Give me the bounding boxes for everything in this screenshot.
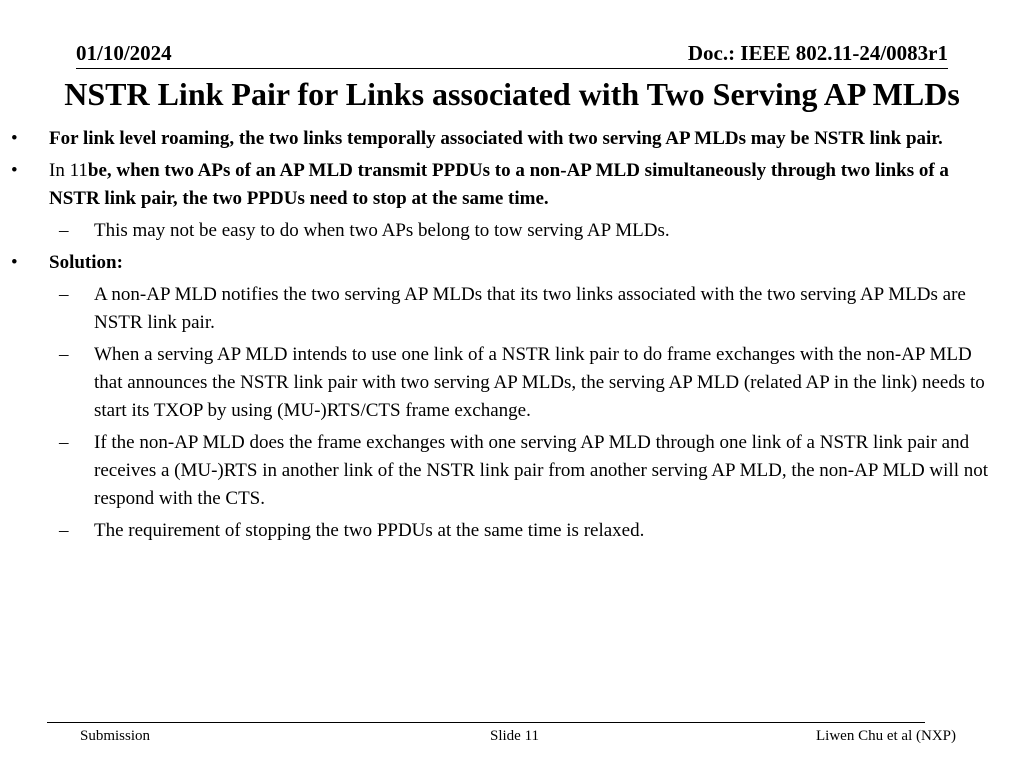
header-divider — [76, 68, 948, 69]
slide-body — [0, 125, 1024, 549]
sub-bullet-not-easy — [0, 217, 994, 245]
bullet-text-prefix: In 11 — [49, 160, 88, 181]
bullet-marker: • — [11, 252, 18, 273]
dash-marker: – — [59, 284, 69, 305]
sub-bullet-relaxed — [0, 517, 994, 545]
footer-divider — [47, 722, 925, 723]
bullet-marker: • — [11, 160, 18, 181]
sub-bullet-text: A non-AP MLD notifies the two serving AP MLDs that its two links associated with the two serving AP MLDs are NSTR link pair. — [94, 284, 966, 333]
bullet-solution — [0, 249, 1002, 277]
sub-bullet-txop — [0, 341, 994, 425]
sub-bullet-text: The requirement of stopping the two PPDUs at the same time is relaxed. — [94, 520, 645, 541]
bullet-text: Solution: — [49, 252, 123, 273]
bullet-text: For link level roaming, the two links temporally associated with two serving AP MLDs may be NSTR link pair. — [49, 128, 943, 149]
footer-submission: Submission — [80, 728, 151, 744]
header-date: 01/10/2024 — [76, 41, 172, 65]
sub-bullet-cts — [0, 429, 994, 513]
slide-title: NSTR Link Pair for Links associated with Two Serving AP MLDs — [64, 76, 960, 112]
dash-marker: – — [59, 344, 69, 365]
footer-slide-number: Slide 11 — [490, 728, 540, 744]
sub-bullet-notify — [0, 281, 994, 337]
bullet-roaming — [0, 125, 1002, 153]
sub-bullet-text: When a serving AP MLD intends to use one link of a NSTR link pair to do frame exchanges with the non-AP MLD that announces the NSTR link pair with two serving AP MLDs, the serving AP MLD (related AP in the link) needs to start its TXOP by using (MU-)RTS/CTS frame exchange. — [94, 344, 985, 421]
dash-marker: – — [59, 520, 69, 541]
dash-marker: – — [59, 432, 69, 453]
sub-bullet-text: If the non-AP MLD does the frame exchanges with one serving AP MLD through one link of a NSTR link pair and receives a (MU-)RTS in another link of the NSTR link pair from another serving AP MLD, the non-AP MLD will not respond with the CTS. — [94, 432, 989, 509]
footer-author: Liwen Chu et al (NXP) — [816, 728, 956, 744]
bullet-text-bold: be, when two APs of an AP MLD transmit PPDUs to a non-AP MLD simultaneously through two links of a NSTR link pair, the two PPDUs need to stop at the same time. — [49, 160, 949, 209]
bullet-11be — [0, 157, 1002, 213]
dash-marker: – — [59, 220, 69, 241]
header-doc-id: Doc.: IEEE 802.11-24/0083r1 — [687, 41, 948, 65]
sub-bullet-text: This may not be easy to do when two APs belong to tow serving AP MLDs. — [94, 220, 670, 241]
bullet-marker: • — [11, 128, 18, 149]
